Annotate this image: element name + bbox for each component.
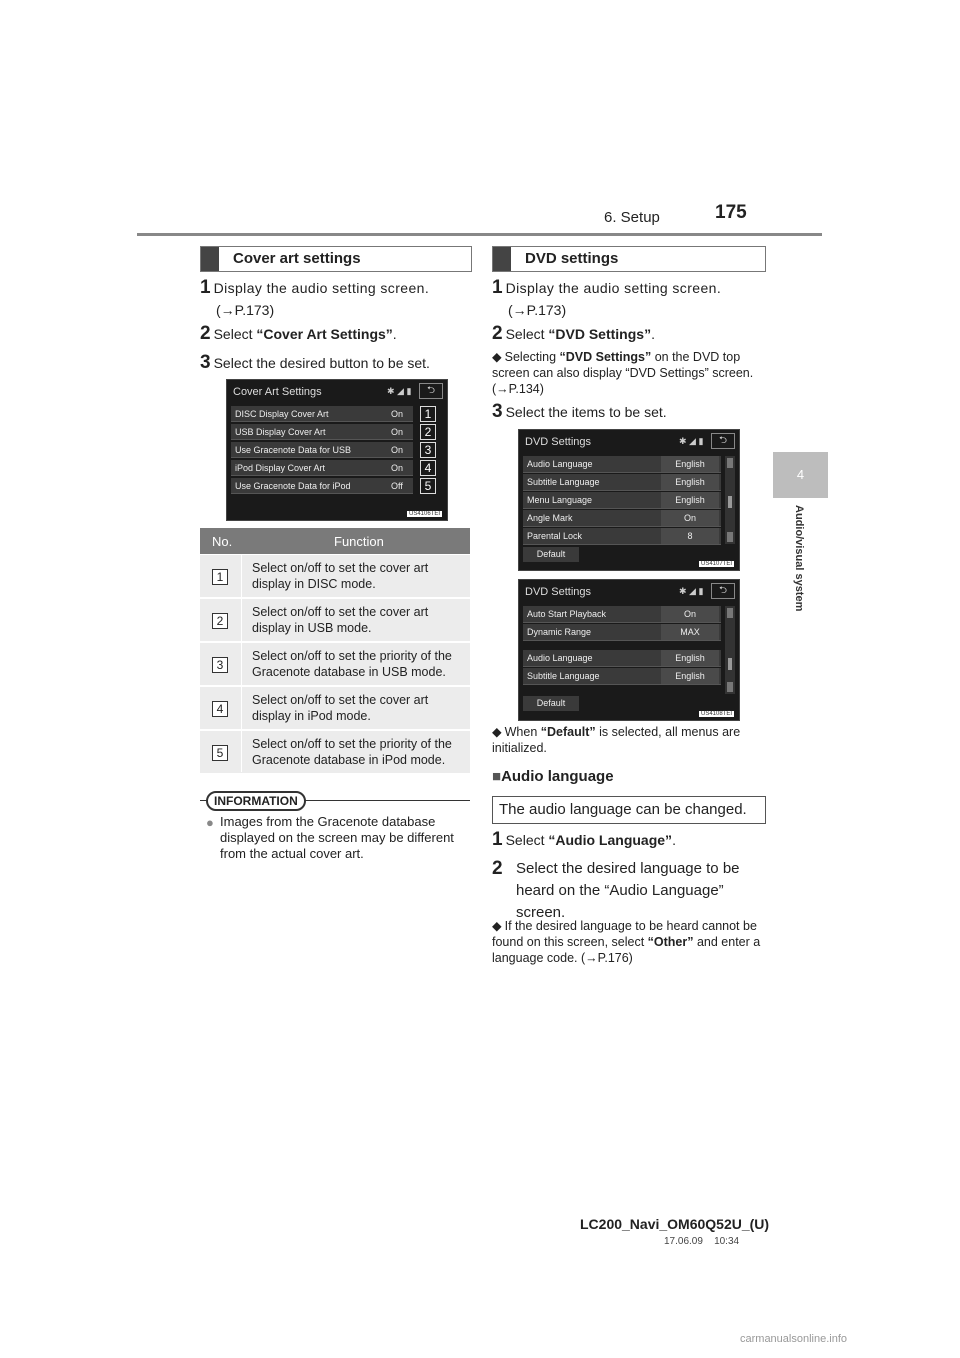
callout-2: 2 (420, 424, 436, 440)
step-text: Select the desired language to be heard on the “Audio Language” screen. (516, 860, 740, 921)
print-date: 17.06.09 (664, 1236, 703, 1247)
row-label: Use Gracenote Data for USB (235, 445, 352, 455)
row-label: Use Gracenote Data for iPod (235, 481, 351, 491)
section-title: 6. Setup (604, 209, 660, 226)
row-num: 2 (212, 613, 228, 629)
scrollbar[interactable] (725, 456, 735, 544)
back-icon[interactable]: ⮌ (711, 433, 735, 449)
chapter-tab: 4 (773, 452, 828, 498)
bullet-icon: ◆ (492, 919, 502, 933)
row-value: English (661, 456, 719, 472)
row-function: Select on/off to set the priority of the Gracenote database in iPod mode. (252, 737, 452, 767)
print-time: 10:34 (714, 1236, 740, 1247)
function-table-header (200, 528, 470, 554)
heading-text: Audio language (501, 768, 614, 785)
row-value: On (661, 606, 719, 622)
screen-row[interactable] (523, 456, 721, 473)
row-value: Off (391, 481, 403, 491)
note-suffix: and enter a language code. (→P.176) (492, 935, 761, 965)
step-number: 1 (492, 277, 503, 298)
screen-row-disc[interactable] (231, 406, 413, 422)
bullet-icon: ● (206, 815, 214, 830)
step-bold: “DVD Settings” (548, 326, 652, 342)
note-bold: “DVD Settings” (559, 350, 652, 364)
dvd-heading (492, 246, 766, 272)
row-num: 3 (212, 657, 228, 673)
row-label: Dynamic Range (527, 627, 592, 637)
header-rule (137, 233, 822, 236)
default-button[interactable]: Default (523, 547, 579, 562)
row-label: DISC Display Cover Art (235, 409, 329, 419)
screen-title: DVD Settings (525, 436, 592, 448)
step-number: 3 (200, 352, 211, 373)
note-text: Selecting (504, 350, 560, 364)
row-label: Auto Start Playback (527, 609, 607, 619)
step-bold: “Cover Art Settings” (256, 326, 393, 342)
step-number: 2 (492, 858, 503, 879)
note-text: If the desired language to be heard cannot be found on this screen, select (492, 919, 757, 949)
row-num: 4 (212, 701, 228, 717)
bullet-icon: ◆ (492, 725, 502, 739)
row-label: iPod Display Cover Art (235, 463, 326, 473)
row-num: 5 (212, 745, 228, 761)
row-value: On (391, 427, 404, 437)
screen-row[interactable] (523, 510, 721, 527)
col-function: Function (334, 534, 384, 549)
screen-row-ipod[interactable] (231, 460, 413, 476)
dvd-step-1 (492, 278, 764, 320)
chapter-label: Audio/visual system (793, 505, 805, 612)
back-icon[interactable]: ⮌ (419, 383, 443, 399)
dvd-heading-text: DVD settings (525, 250, 619, 267)
row-value: On (391, 463, 404, 473)
row-value: English (661, 668, 719, 684)
row-value: On (661, 510, 719, 526)
step-text: Select the desired button to be set. (213, 355, 430, 371)
step-number: 1 (492, 829, 503, 850)
note-text: When (504, 725, 541, 739)
step-suffix: . (672, 832, 676, 848)
default-button[interactable]: Default (523, 696, 579, 711)
image-tag: US4107TEI (701, 561, 733, 567)
screen-row[interactable] (523, 668, 721, 685)
screen-row[interactable] (523, 492, 721, 509)
scrollbar[interactable] (725, 606, 735, 694)
row-function: Select on/off to set the cover art display in USB mode. (252, 605, 429, 635)
audio-note (492, 918, 764, 966)
row-label: Parental Lock (527, 531, 583, 541)
audio-language-heading (492, 768, 614, 785)
col-no: No. (212, 534, 233, 549)
row-function: Select on/off to set the cover art display in DISC mode. (252, 561, 429, 591)
row-value: English (661, 650, 719, 666)
desc-text: The audio language can be changed. (499, 801, 747, 818)
note-suffix: is selected, all menus are initialized. (492, 725, 741, 755)
screen-row[interactable] (523, 474, 721, 491)
dvd-step-2 (492, 324, 655, 344)
row-label: Subtitle Language (527, 477, 600, 487)
dvd-settings-screen-1 (518, 429, 740, 571)
page-number: 175 (715, 202, 747, 223)
cover-art-screen (226, 379, 448, 521)
heading-bar (493, 247, 511, 271)
row-label: Subtitle Language (527, 671, 600, 681)
row-value: On (391, 409, 404, 419)
audio-step-2 (492, 858, 764, 924)
info-text: Images from the Gracenote database displayed on the screen may be different from the actual cover art. (220, 814, 454, 861)
cover-step-2 (200, 324, 397, 344)
audio-language-desc-box (492, 796, 766, 824)
step-ref: (→P.173) (216, 302, 275, 318)
cover-art-heading-text: Cover art settings (233, 250, 361, 267)
step-suffix: . (392, 326, 397, 342)
step-number: 1 (200, 277, 211, 298)
note-bold: “Default” (540, 725, 596, 739)
row-label: Audio Language (527, 459, 593, 469)
row-value: 8 (661, 528, 719, 544)
note-suffix: on the DVD top screen can also display “DVD Settings” screen. (→P.134) (492, 350, 754, 396)
table-divider (241, 554, 242, 772)
row-function: Select on/off to set the priority of the Gracenote database in USB mode. (252, 649, 452, 679)
heading-bar (201, 247, 219, 271)
row-value: On (391, 445, 404, 455)
status-icons: ✱ ◢ ▮ (679, 436, 704, 446)
screen-title: Cover Art Settings (233, 386, 322, 398)
step-number: 2 (200, 323, 211, 344)
callout-4: 4 (420, 460, 436, 476)
step-text: Select (505, 832, 549, 848)
callout-5: 5 (420, 478, 436, 494)
screen-row[interactable] (523, 528, 721, 545)
step-bold: “Audio Language” (548, 832, 673, 848)
screen-row-gracenote-usb[interactable] (231, 442, 413, 458)
callout-3: 3 (420, 442, 436, 458)
bullet-icon: ◆ (492, 350, 502, 364)
information-label: INFORMATION (206, 791, 306, 811)
cover-step-1 (200, 278, 472, 320)
step-text: Select the items to be set. (505, 404, 667, 420)
step-suffix: . (651, 326, 655, 342)
row-label: Angle Mark (527, 513, 573, 523)
step-text: Display the audio setting screen. (213, 280, 430, 296)
scroll-down-icon[interactable] (727, 682, 733, 692)
screen-title: DVD Settings (525, 586, 592, 598)
scroll-thumb[interactable] (728, 496, 732, 508)
row-label: Audio Language (527, 653, 593, 663)
step-text: Select (505, 326, 549, 342)
document-id: LC200_Navi_OM60Q52U_(U) (580, 1216, 770, 1232)
print-timestamp (664, 1236, 739, 1247)
row-value: English (661, 474, 719, 490)
dvd-settings-screen-2 (518, 579, 740, 721)
step-ref: (→P.173) (508, 302, 567, 318)
scroll-thumb[interactable] (728, 658, 732, 670)
square-bullet-icon: ■ (492, 768, 502, 785)
watermark: carmanualsonline.info (740, 1333, 848, 1345)
note-bold: “Other” (647, 935, 694, 949)
scroll-up-icon[interactable] (727, 458, 733, 468)
row-num: 1 (212, 569, 228, 585)
dvd-step-3 (492, 402, 667, 422)
scroll-down-icon[interactable] (727, 532, 733, 542)
image-tag: US4108TEI (701, 711, 733, 717)
dvd-note-2 (492, 724, 764, 756)
row-function: Select on/off to set the cover art display in iPod mode. (252, 693, 429, 723)
row-label: USB Display Cover Art (235, 427, 326, 437)
status-icons: ✱ ◢ ▮ (387, 386, 412, 396)
step-number: 2 (492, 323, 503, 344)
step-text: Select (213, 326, 257, 342)
image-tag: US4106TEI (409, 511, 441, 517)
scroll-up-icon[interactable] (727, 608, 733, 618)
step-number: 3 (492, 401, 503, 422)
status-icons: ✱ ◢ ▮ (679, 586, 704, 596)
screen-row-gracenote-ipod[interactable] (231, 478, 413, 494)
dvd-note-1 (492, 349, 764, 397)
audio-step-1 (492, 830, 676, 850)
back-icon[interactable]: ⮌ (711, 583, 735, 599)
row-value: English (661, 492, 719, 508)
row-value: MAX (661, 624, 719, 640)
screen-row[interactable] (523, 624, 721, 641)
cover-step-3 (200, 353, 430, 373)
screen-row[interactable] (523, 606, 721, 623)
screen-row-usb[interactable] (231, 424, 413, 440)
cover-art-heading (200, 246, 472, 272)
screen-row[interactable] (523, 650, 721, 667)
row-label: Menu Language (527, 495, 593, 505)
callout-1: 1 (420, 406, 436, 422)
step-text: Display the audio setting screen. (505, 280, 722, 296)
